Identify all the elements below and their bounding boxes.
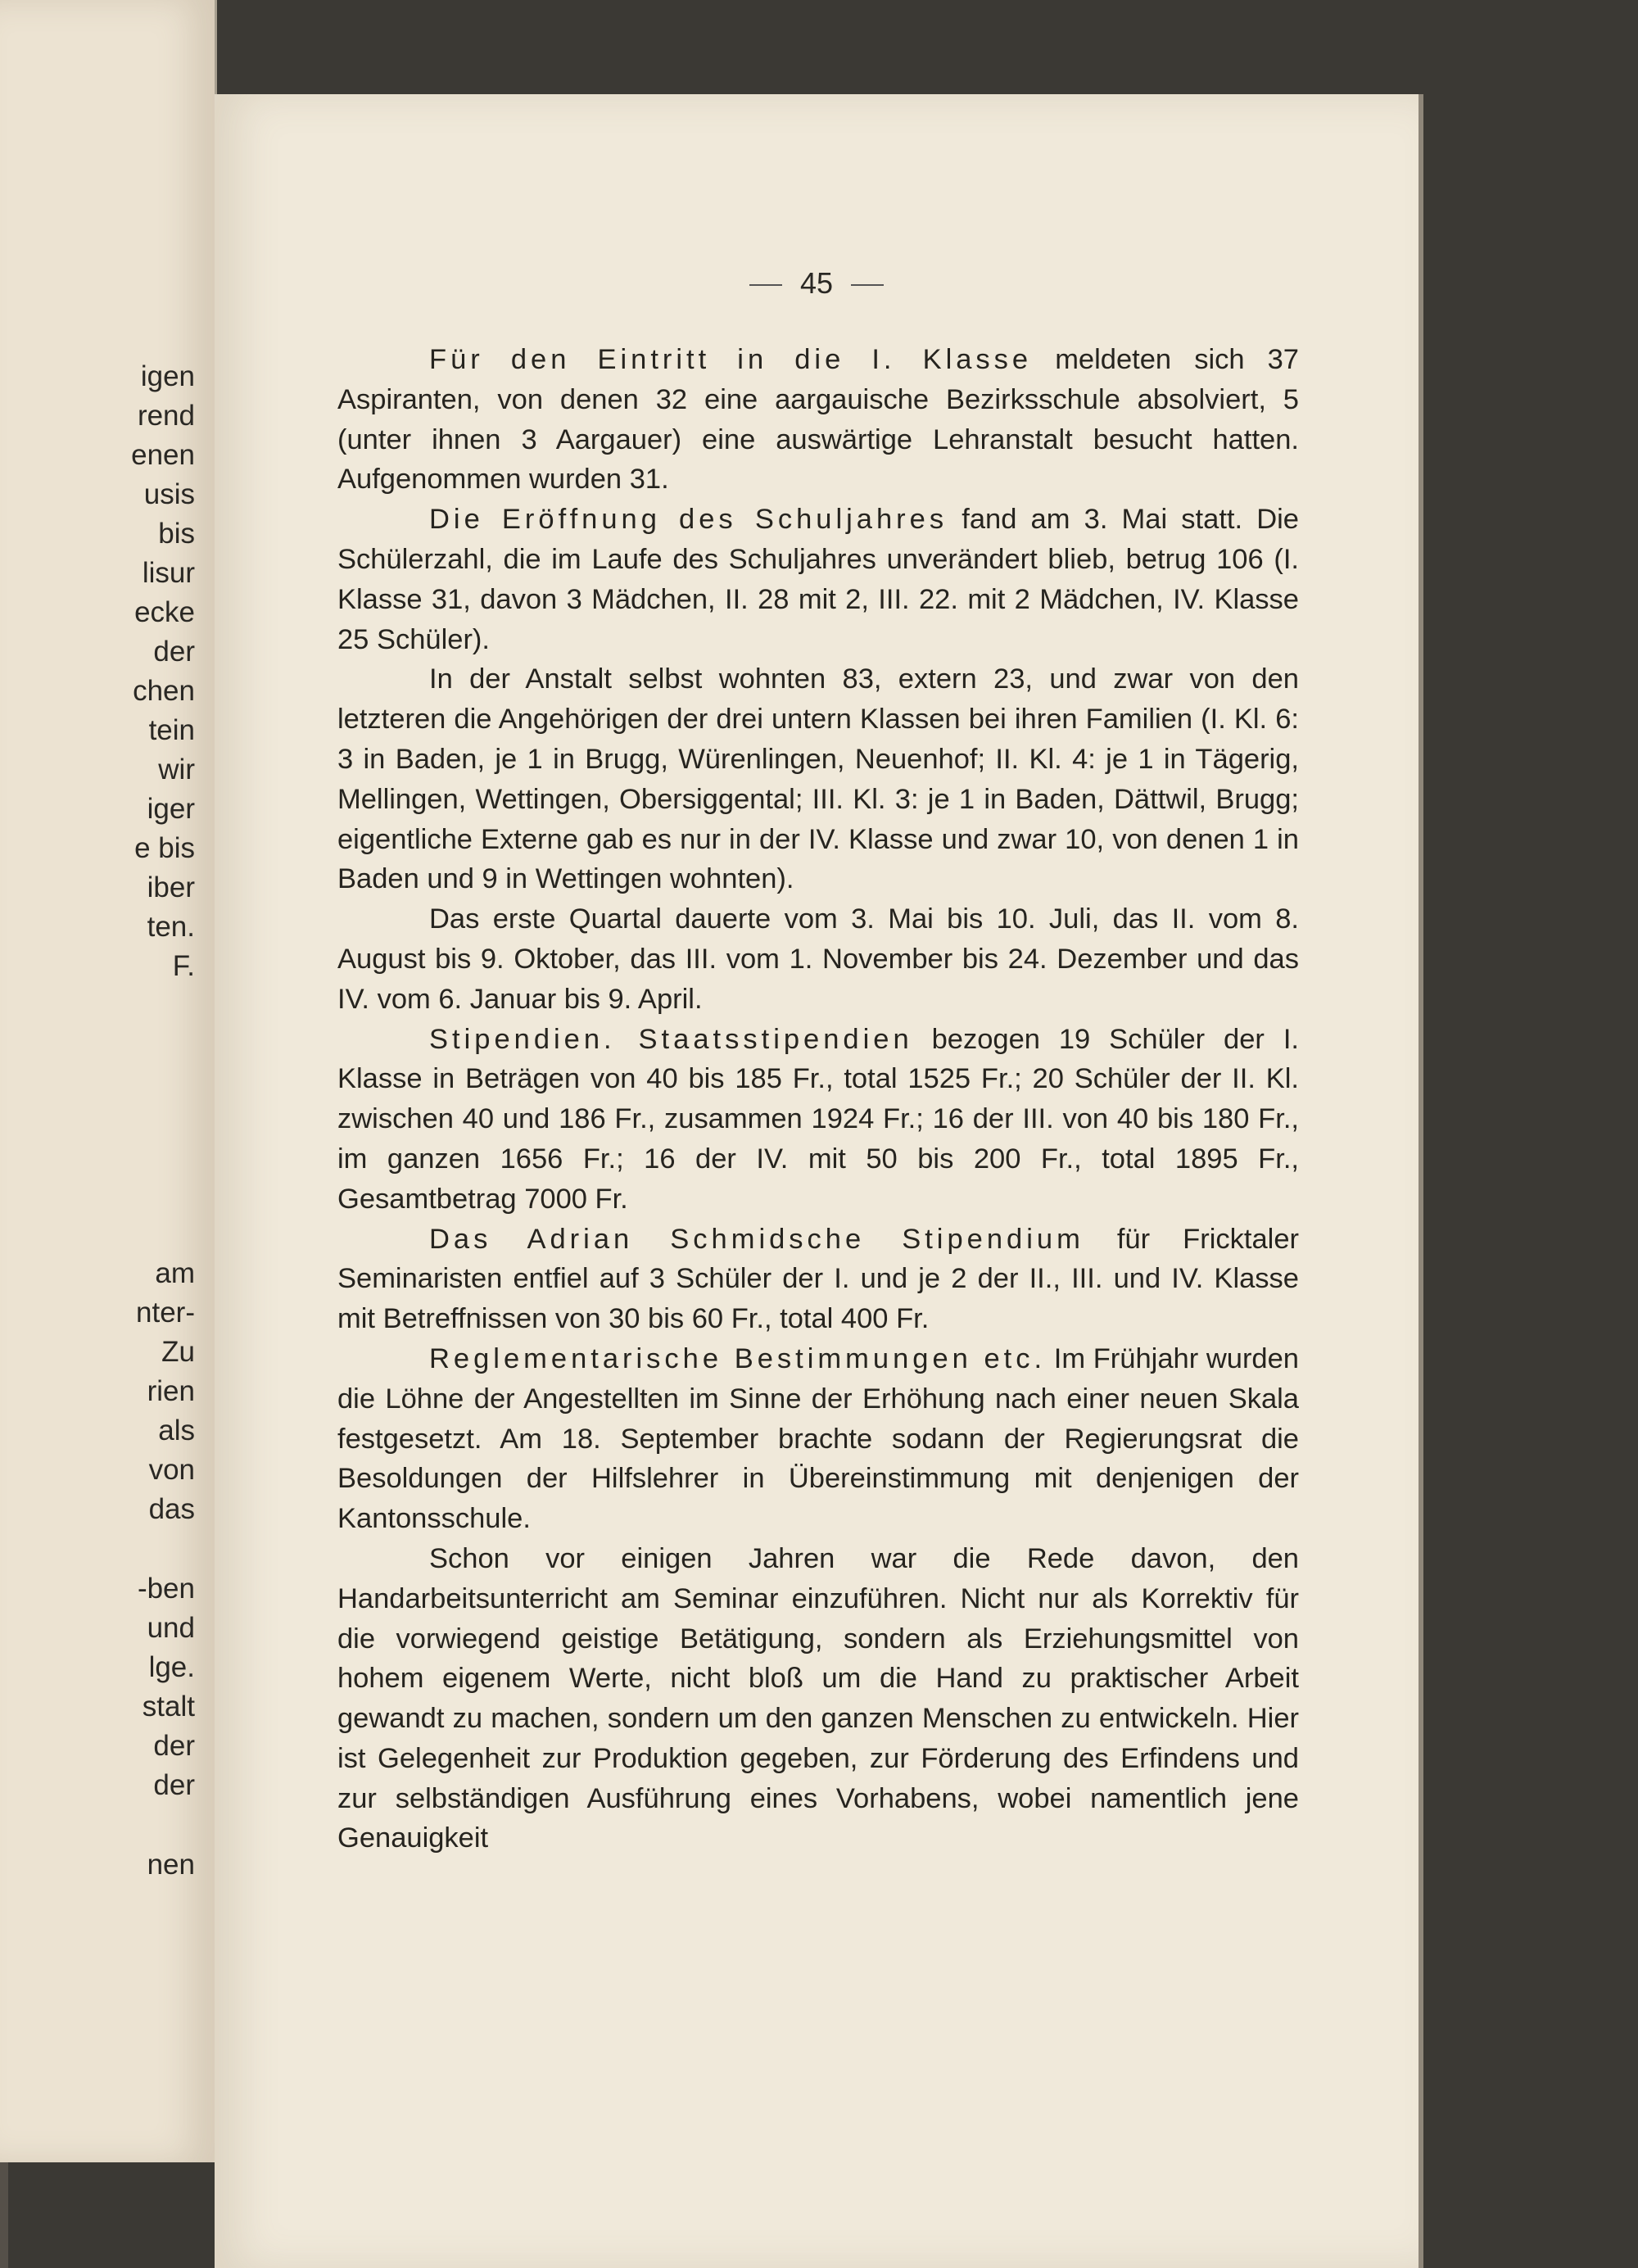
left-page-fragment: rend	[137, 400, 195, 432]
left-page-fragment: nen	[147, 1849, 195, 1881]
left-page-fragment: bis	[158, 518, 195, 550]
left-page-fragment: am	[155, 1257, 195, 1289]
paragraph-text: In der Anstalt selbst wohnten 83, extern 23, und zwar von den letzteren die Angehörigen der drei untern Klassen bei ihren Familien (I. Kl. 6: 3 in Baden, je 1 in Brugg, Würenlingen, Neuenhof; II. Kl. 4: je 1 in Tägerig, Mellingen, Wettingen, Obersiggental; III. Kl. 3: je 1 in Baden, Dättwil, Brugg; eigentliche Externe gab es nur in der IV. Klasse und zwar 10, von denen 1 in Baden und 9 in Wettingen wohnten).	[337, 663, 1299, 895]
paragraph-text: Das erste Quartal dauerte vom 3. Mai bis 10. Juli, das II. vom 8. August bis 9. Oktober, das III. vom 1. November bis 24. Dezember und das IV. vom 6. Januar bis 9. April.	[337, 903, 1299, 1015]
paragraph-lead: Stipendien. Staatsstipendien	[429, 1023, 913, 1055]
left-page-fragment: iber	[147, 871, 195, 903]
paragraph-lead: Die Eröffnung des Schuljahres	[429, 504, 948, 536]
left-page-fragment: Zu	[161, 1336, 195, 1368]
paragraph	[337, 1020, 1299, 1220]
left-page-fragment: igen	[140, 360, 195, 392]
left-page-fragment: lge.	[148, 1651, 195, 1683]
left-page-fragment: rien	[147, 1375, 195, 1407]
left-page-fragment: F.	[172, 950, 195, 982]
paragraph-text: für Fricktaler Seminaristen entfiel auf 3 Schüler der I. und je 2 der II., III. und IV. Klasse mit Betreffnissen von 30 bis 60 Fr., total 400 Fr.	[337, 1223, 1299, 1335]
paragraph-text: meldeten sich 37 Aspiranten, von denen 32 eine aargauische Bezirksschule absolviert, 5 (unter ihnen 3 Aargauer) eine auswärtige Lehranstalt besucht hatten. Aufgenommen wurden 31.	[337, 344, 1299, 496]
right-page	[215, 94, 1419, 2268]
paragraph-text: fand am 3. Mai statt. Die Schülerzahl, die im Laufe des Schuljahres unverändert blieb, betrug 106 (I. Klasse 31, davon 3 Mädchen, II. 28 mit 2, III. 22. mit 2 Mädchen, IV. Klasse 25 Schüler).	[337, 504, 1299, 655]
paragraph-text: Im Frühjahr wurden die Löhne der Angestellten im Sinne der Erhöhung nach einer neuen Skala festgesetzt. Am 18. September brachte sodann der Regierungsrat die Besoldungen der Hilfslehrer in Übereinstimmung mit denjenigen der Kantonsschule.	[337, 1342, 1299, 1535]
page-number: 45	[799, 266, 834, 300]
left-page-fragment: ten.	[147, 911, 195, 943]
left-page-edge	[0, 0, 217, 2162]
left-page-fragment: und	[147, 1612, 195, 1644]
paragraph	[337, 659, 1299, 899]
paragraph	[337, 1339, 1299, 1539]
left-page-fragment: das	[148, 1493, 195, 1525]
left-page-fragment: -ben	[137, 1573, 195, 1605]
paragraph-text: bezogen 19 Schüler der I. Klasse in Beträgen von 40 bis 185 Fr., total 1525 Fr.; 20 Schüler der II. Kl. zwischen 40 und 186 Fr., zusammen 1924 Fr.; 16 der III. von 40 bis 180 Fr., im ganzen 1656 Fr.; 16 der IV. mit 50 bis 200 Fr., total 1895 Fr., Gesamtbetrag 7000 Fr.	[337, 1023, 1299, 1215]
paragraph	[337, 1539, 1299, 1858]
left-page-fragment: ecke	[134, 596, 195, 628]
page-number-header	[215, 266, 1419, 301]
paragraph	[337, 340, 1299, 500]
paragraph	[337, 1220, 1299, 1339]
dash-right	[851, 284, 884, 286]
left-page-fragment: der	[153, 636, 195, 668]
left-page-fragment: der	[153, 1730, 195, 1762]
left-page-fragment: enen	[131, 439, 195, 471]
left-page-fragment: tein	[148, 714, 195, 746]
left-page-fragment: chen	[133, 675, 195, 707]
paragraph	[337, 899, 1299, 1019]
left-page-fragment: als	[158, 1415, 195, 1446]
left-page-fragment: stalt	[142, 1691, 195, 1723]
paragraph-lead: Für den Eintritt in die I. Klasse	[429, 344, 1033, 375]
left-page-fragment: von	[148, 1454, 195, 1486]
left-page-fragment: usis	[143, 478, 195, 510]
left-page-fragment: der	[153, 1769, 195, 1801]
left-page-fragment: lisur	[142, 557, 195, 589]
right-page-edge	[1419, 94, 1423, 2268]
left-page-fragment: nter-	[136, 1297, 195, 1329]
paragraph-lead: Das Adrian Schmidsche Stipendium	[429, 1223, 1084, 1255]
paragraph-lead: Reglementarische Bestimmungen etc.	[429, 1342, 1047, 1374]
left-page-fragment: e bis	[134, 832, 195, 864]
dash-left	[749, 284, 782, 286]
left-page-fragment: iger	[147, 793, 195, 825]
paragraph-text: Schon vor einigen Jahren war die Rede davon, den Handarbeitsunterricht am Seminar einzuführen. Nicht nur als Korrektiv für die vorwiegend geistige Betätigung, sondern als Erziehungsmittel von hohem eigenem Werte, nicht bloß um die Hand zu praktischer Arbeit gewandt zu machen, sondern um den ganzen Menschen zu entwickeln. Hier ist Gelegenheit zur Produktion gegeben, zur Förderung des Erfindens und zur selbständigen Ausführung eines Vorhabens, wobei namentlich jene Genauigkeit	[337, 1542, 1299, 1854]
body-text	[337, 340, 1299, 1858]
left-page-fragment: wir	[158, 754, 195, 785]
paragraph	[337, 500, 1299, 659]
